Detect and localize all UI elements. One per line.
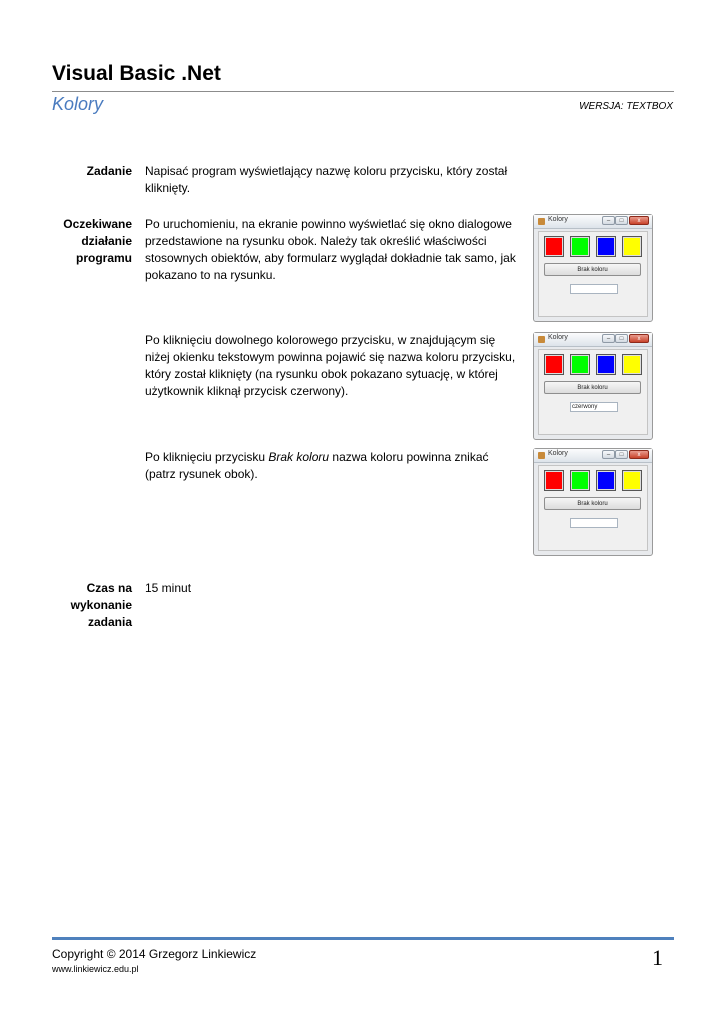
- oczekiwane-paragraph-3: [145, 449, 520, 483]
- yellow-color-button: [622, 470, 642, 491]
- oczekiwane-paragraph-2: Po kliknięciu dowolnego kolorowego przycisku, w znajdującym się niżej okienku tekstowym powinna pojawić się nazwa koloru przycisku, który został kliknięty (na rysunku obok pokazano sytuację, w której użytkownik kliknął przycisk czerwony).: [145, 333, 516, 398]
- green-color-button: [570, 470, 590, 491]
- color-name-textbox: [570, 284, 618, 294]
- form-client-area: [538, 465, 648, 551]
- color-name-textbox: czerwony: [570, 402, 618, 412]
- document-subtitle: Kolory: [52, 94, 104, 114]
- oczekiwane-label-line-1: Oczekiwane: [63, 217, 132, 231]
- minimize-icon: –: [602, 216, 615, 225]
- para3-before: Po kliknięciu przycisku: [145, 450, 269, 464]
- zadanie-label: Zadanie: [86, 164, 132, 178]
- form-client-area: [538, 349, 648, 435]
- form-screenshot-1: [533, 214, 653, 322]
- para3-after: nazwa koloru powinna znikać (patrz rysunek obok).: [145, 450, 489, 481]
- document-title: Visual Basic .Net: [52, 62, 221, 85]
- maximize-icon: □: [615, 334, 628, 343]
- green-color-button: [570, 236, 590, 257]
- minimize-icon: –: [602, 334, 615, 343]
- close-icon: x: [629, 216, 649, 225]
- oczekiwane-label-line-3: programu: [75, 251, 132, 265]
- window-title: Kolory: [548, 334, 568, 341]
- form-screenshot-2: [533, 332, 653, 440]
- red-color-button: [544, 236, 564, 257]
- no-color-button: Brak koloru: [544, 497, 641, 510]
- czas-label-line-3: zadania: [87, 615, 132, 629]
- no-color-button: Brak koloru: [544, 263, 641, 276]
- no-color-button: Brak koloru: [544, 381, 641, 394]
- czas-label-line-2: wykonanie: [70, 598, 132, 612]
- window-title: Kolory: [548, 450, 568, 457]
- page-number: 1: [652, 945, 663, 970]
- color-name-textbox: [570, 518, 618, 528]
- window-titlebar: [534, 449, 652, 463]
- blue-color-button: [596, 236, 616, 257]
- window-titlebar: [534, 333, 652, 347]
- maximize-icon: □: [615, 450, 628, 459]
- red-color-button: [544, 470, 564, 491]
- green-color-button: [570, 354, 590, 375]
- maximize-icon: □: [615, 216, 628, 225]
- version-value: : TEXTBOX: [620, 101, 673, 112]
- yellow-color-button: [622, 236, 642, 257]
- form-client-area: [538, 231, 648, 317]
- minimize-icon: –: [602, 450, 615, 459]
- window-titlebar: [534, 215, 652, 229]
- czas-text: 15 minut: [145, 581, 192, 595]
- title-divider: [52, 91, 674, 92]
- app-icon: [538, 452, 545, 459]
- version-prefix: WERSJA: [579, 101, 621, 112]
- red-color-button: [544, 354, 564, 375]
- copyright-text: Copyright © 2014 Grzegorz Linkiewicz: [52, 947, 257, 961]
- blue-color-button: [596, 354, 616, 375]
- form-screenshot-3: [533, 448, 653, 556]
- close-icon: x: [629, 334, 649, 343]
- app-icon: [538, 336, 545, 343]
- version-label: [579, 101, 673, 112]
- czas-label-line-1: Czas na: [86, 581, 132, 595]
- oczekiwane-paragraph-1: Po uruchomieniu, na ekranie powinno wyświetlać się okno dialogowe przedstawione na rysunku obok. Należy tak określić właściwości stosownych obiektów, aby formularz wyglądał dokładnie tak samo, jak pokazano to na rysunku.: [145, 217, 516, 282]
- blue-color-button: [596, 470, 616, 491]
- oczekiwane-label-line-2: działanie: [81, 234, 132, 248]
- para3-emphasis: Brak koloru: [268, 450, 330, 464]
- yellow-color-button: [622, 354, 642, 375]
- app-icon: [538, 218, 545, 225]
- window-title: Kolory: [548, 216, 568, 223]
- close-icon: x: [629, 450, 649, 459]
- oczekiwane-label: [52, 216, 132, 267]
- website-text: www.linkiewicz.edu.pl: [52, 964, 139, 974]
- zadanie-text: Napisać program wyświetlający nazwę koloru przycisku, który został kliknięty.: [145, 164, 508, 195]
- footer-divider: [52, 937, 674, 940]
- czas-label: [52, 580, 132, 631]
